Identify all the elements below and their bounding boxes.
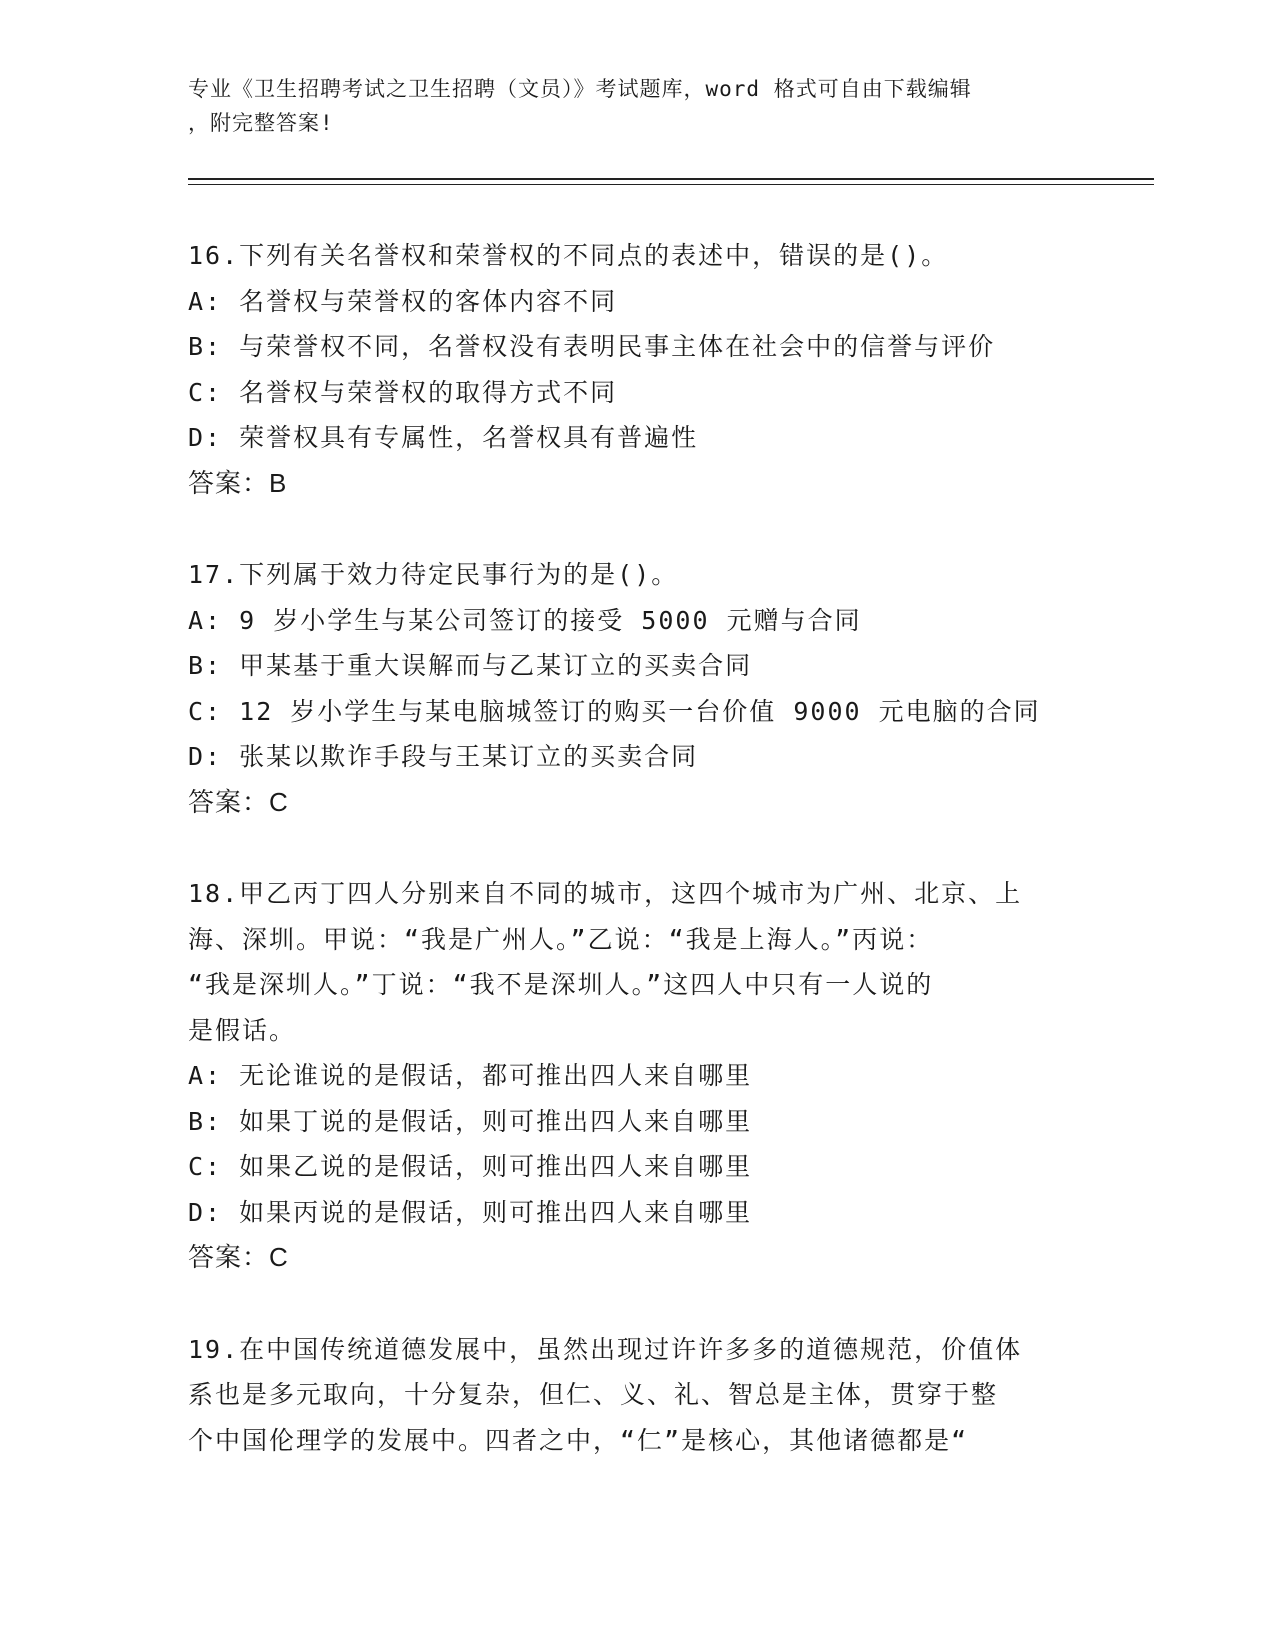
question-stem-line: 19.在中国传统道德发展中，虽然出现过许许多多的道德规范，价值体	[188, 1334, 1023, 1364]
answer-key: 答案：B	[188, 467, 288, 498]
header-divider-thick	[188, 178, 1154, 180]
question-stem-line: 18.甲乙丙丁四人分别来自不同的城市，这四个城市为广州、北京、上	[188, 879, 1023, 908]
question-list	[188, 233, 1088, 1509]
question-stem-line: 16.下列有关名誉权和荣誉权的不同点的表述中，错误的是()。	[188, 241, 949, 270]
answer-key: 答案：C	[188, 1242, 289, 1272]
question-stem-line: 是假话。	[188, 1015, 297, 1045]
answer-option: C: 12 岁小学生与某电脑城签订的购买一台价值 9000 元电脑的合同	[188, 696, 1041, 726]
header-line-1: 专业《卫生招聘考试之卫生招聘（文员）》考试题库，word 格式可自由下载编辑	[188, 77, 972, 101]
answer-option: A: 无论谁说的是假话，都可推出四人来自哪里	[188, 1061, 753, 1090]
answer-option: D: 张某以欺诈手段与王某订立的买卖合同	[188, 742, 699, 771]
question-block	[188, 552, 1088, 825]
answer-option: B: 如果丁说的是假话，则可推出四人来自哪里	[188, 1106, 753, 1136]
header-line-2: ，附完整答案!	[188, 111, 334, 135]
answer-option: D: 如果丙说的是假话，则可推出四人来自哪里	[188, 1197, 753, 1227]
answer-option: A: 名誉权与荣誉权的客体内容不同	[188, 286, 618, 316]
question-stem-line: “我是深圳人。”丁说：“我不是深圳人。”这四人中只有一人说的	[188, 970, 934, 999]
answer-key: 答案：C	[188, 786, 289, 817]
question-block	[188, 1327, 1088, 1464]
question-block	[188, 871, 1088, 1281]
question-stem-line: 个中国伦理学的发展中。四者之中，“仁”是核心，其他诸德都是“	[188, 1425, 969, 1455]
question-stem-line: 海、深圳。甲说：“我是广州人。”乙说：“我是上海人。”丙说：	[188, 924, 934, 954]
answer-option: C: 名誉权与荣誉权的取得方式不同	[188, 377, 618, 407]
document-header	[188, 72, 1068, 140]
question-stem-line: 17.下列属于效力待定民事行为的是()。	[188, 560, 679, 589]
header-divider-thin	[188, 184, 1154, 185]
question-block	[188, 233, 1088, 506]
answer-option: C: 如果乙说的是假话，则可推出四人来自哪里	[188, 1152, 753, 1181]
question-stem-line: 系也是多元取向，十分复杂，但仁、义、礼、智总是主体，贯穿于整	[188, 1380, 999, 1409]
answer-option: B: 甲某基于重大误解而与乙某订立的买卖合同	[188, 651, 753, 680]
answer-option: D: 荣誉权具有专属性，名誉权具有普遍性	[188, 423, 699, 452]
answer-option: B: 与荣誉权不同，名誉权没有表明民事主体在社会中的信誉与评价	[188, 332, 996, 361]
answer-option: A: 9 岁小学生与某公司签订的接受 5000 元赠与合同	[188, 605, 862, 635]
